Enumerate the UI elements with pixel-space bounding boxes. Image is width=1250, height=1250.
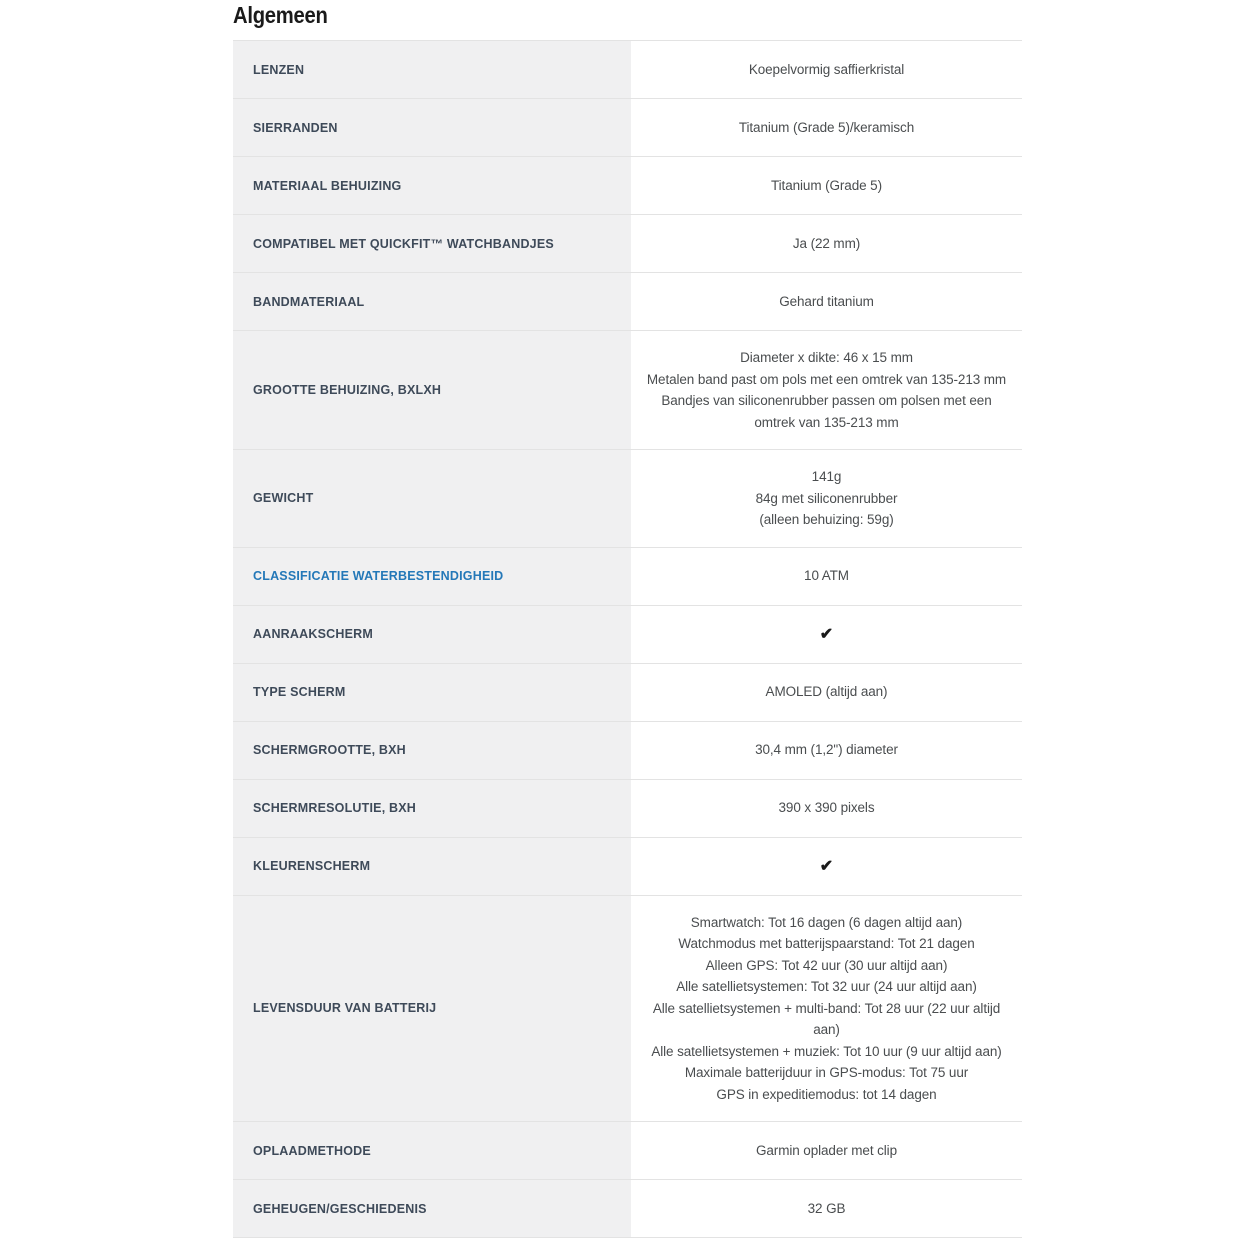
spec-label-lenzen: LENZEN <box>233 41 631 98</box>
spec-value-oplaadmethode: Garmin oplader met clip <box>755 1142 897 1158</box>
spec-label-sierranden: SIERRANDEN <box>233 99 631 156</box>
spec-value-kleurenscherm <box>631 838 1022 895</box>
spec-row-sierranden <box>233 99 1022 157</box>
spec-value-aanraakscherm <box>631 606 1022 663</box>
spec-row-geheugen <box>233 1180 1022 1238</box>
spec-row-bandmateriaal <box>233 273 1022 331</box>
spec-row-batterij <box>233 896 1022 1123</box>
spec-value-sierranden: Titanium (Grade 5)/keramisch <box>738 119 915 135</box>
check-icon: ✔ <box>819 625 834 643</box>
spec-label-materiaal-behuizing: MATERIAAL BEHUIZING <box>233 157 631 214</box>
spec-label-kleurenscherm: KLEURENSCHERM <box>233 838 631 895</box>
spec-row-grootte-behuizing <box>233 331 1022 450</box>
spec-row-type-scherm <box>233 664 1022 722</box>
spec-value-geheugen: 32 GB <box>807 1200 846 1216</box>
spec-value-bandmateriaal: Gehard titanium <box>779 293 874 309</box>
spec-row-quickfit <box>233 215 1022 273</box>
water-rating-link[interactable]: CLASSIFICATIE WATERBESTENDIGHEID <box>253 569 504 583</box>
spec-label-oplaadmethode: OPLAADMETHODE <box>233 1122 631 1179</box>
spec-row-schermresolutie <box>233 780 1022 838</box>
spec-label-schermgrootte: SCHERMGROOTTE, BXH <box>233 722 631 779</box>
spec-row-lenzen <box>233 41 1022 99</box>
spec-table <box>233 40 1022 1238</box>
spec-value-materiaal-behuizing: Titanium (Grade 5) <box>771 177 882 193</box>
spec-label-quickfit: COMPATIBEL MET QUICKFIT™ WATCHBANDJES <box>233 215 631 272</box>
spec-label-bandmateriaal: BANDMATERIAAL <box>233 273 631 330</box>
page-title: Algemeen <box>233 2 328 28</box>
spec-value-grootte-behuizing: Diameter x dikte: 46 x 15 mm Metalen band past om pols met een omtrek van 135-213 mm Bandjes van siliconenrubber passen om polsen met een omtrek van 135-213 mm <box>646 350 1007 430</box>
spec-row-materiaal-behuizing <box>233 157 1022 215</box>
spec-row-gewicht <box>233 450 1022 548</box>
spec-value-batterij: Smartwatch: Tot 16 dagen (6 dagen altijd aan) Watchmodus met batterijspaarstand: Tot 21 dagen Alleen GPS: Tot 42 uur (30 uur altijd aan) Alle satellietsystemen: Tot 32 uur (24 uur altijd aan) Alle satellietsystemen + multi-band: Tot 28 uur (22 uur altijd aan) Alle satellietsystemen + muziek: Tot 10 uur (9 uur altijd aan) Maximale batterijduur in GPS-modus: Tot 75 uur GPS in expeditiemodus: tot 14 dagen <box>651 914 1002 1102</box>
spec-label-waterbestendigheid <box>233 548 631 605</box>
spec-value-waterbestendigheid: 10 ATM <box>804 568 849 584</box>
spec-value-quickfit: Ja (22 mm) <box>792 235 861 251</box>
spec-row-kleurenscherm <box>233 838 1022 896</box>
spec-label-type-scherm: TYPE SCHERM <box>233 664 631 721</box>
spec-value-lenzen: Koepelvormig saffierkristal <box>748 61 905 77</box>
spec-value-gewicht: 141g 84g met siliconenrubber (alleen behuizing: 59g) <box>755 469 898 527</box>
spec-value-type-scherm: AMOLED (altijd aan) <box>765 684 888 700</box>
check-icon: ✔ <box>819 857 834 875</box>
spec-row-oplaadmethode <box>233 1122 1022 1180</box>
spec-row-waterbestendigheid <box>233 548 1022 606</box>
spec-label-grootte-behuizing: GROOTTE BEHUIZING, BXLXH <box>233 331 631 449</box>
spec-label-geheugen: GEHEUGEN/GESCHIEDENIS <box>233 1180 631 1237</box>
spec-value-schermresolutie: 390 x 390 pixels <box>778 800 875 816</box>
spec-label-gewicht: GEWICHT <box>233 450 631 547</box>
spec-row-aanraakscherm <box>233 606 1022 664</box>
spec-label-batterij: LEVENSDUUR VAN BATTERIJ <box>233 896 631 1122</box>
spec-value-schermgrootte: 30,4 mm (1,2") diameter <box>755 742 898 758</box>
spec-row-schermgrootte <box>233 722 1022 780</box>
spec-label-schermresolutie: SCHERMRESOLUTIE, BXH <box>233 780 631 837</box>
spec-label-aanraakscherm: AANRAAKSCHERM <box>233 606 631 663</box>
